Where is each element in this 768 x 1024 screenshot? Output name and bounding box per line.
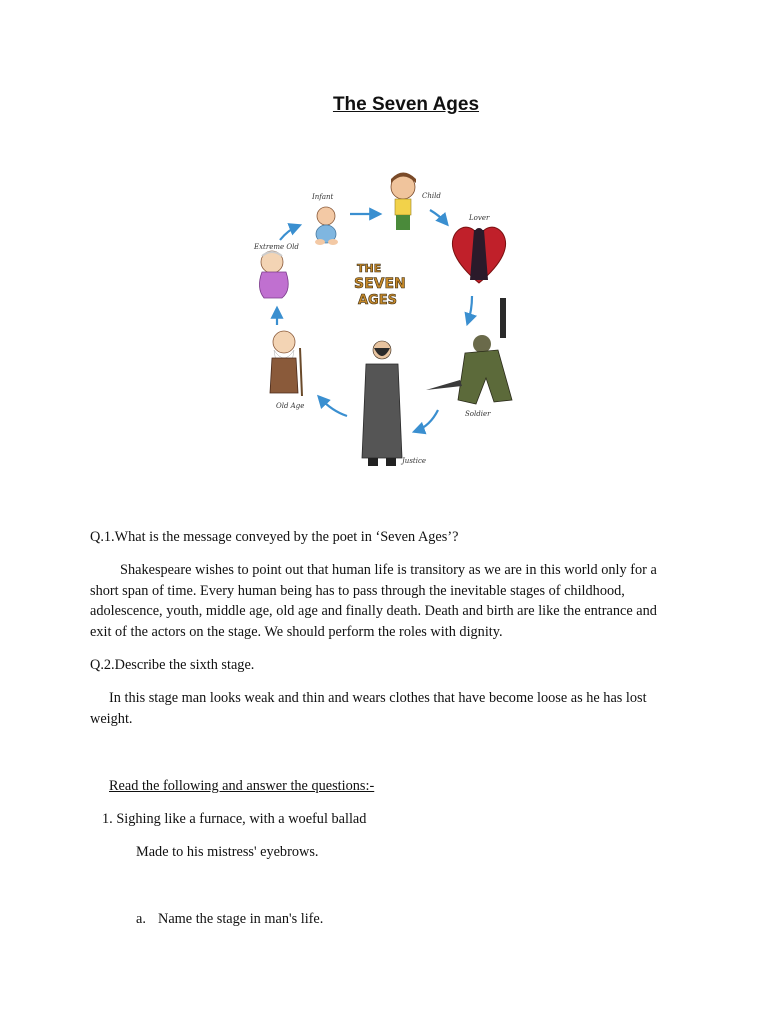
logo-line-3: AGES [358,293,397,308]
label-lover: Lover [469,214,490,222]
label-soldier: Soldier [465,410,491,418]
sub-question-text: Name the stage in man's life. [158,911,324,927]
answer-1: Shakespeare wishes to point out that human life is transitory as we are in this world only for a short span of time. Every human being has to pass through the inevitable stages of childhood, adolescence, youth, middle age, old age and finally death. Death and birth are like the entrance and exit of the actors on the stage. We should perform the roles with dignity. [90,562,657,640]
sub-question-label: a. [136,911,146,927]
seven-ages-diagram [250,168,520,473]
answer-2: In this stage man looks weak and thin and wears clothes that have become loose as he has lost weight. [90,690,647,727]
label-extreme-old: Extreme Old [254,243,299,251]
soldier-icon [426,298,512,404]
seven-ages-logo [354,262,406,308]
extract-line-1 [102,809,692,830]
infant-icon [315,207,338,245]
old-age-icon [270,331,302,396]
lover-heart-icon [452,227,505,283]
page-title: The Seven Ages [332,94,480,115]
label-justice: Justice [402,457,427,465]
extract-line-2: Made to his mistress' eyebrows. [136,844,319,860]
question-2: Q.2.Describe the sixth stage. [90,657,255,673]
child-icon [391,173,416,231]
extreme-old-icon [259,251,288,298]
label-child: Child [422,192,441,200]
sub-question-a [136,909,726,930]
label-infant: Infant [312,193,334,201]
question-1: Q.1.What is the message conveyed by the poet in ‘Seven Ages’? [90,529,459,545]
justice-icon [362,341,402,466]
extract-number: 1. [102,811,113,827]
label-old-age: Old Age [276,402,305,410]
logo-line-1: THE [357,262,382,275]
extract-instruction: Read the following and answer the questions:- [109,778,375,794]
logo-line-2: SEVEN [354,276,406,292]
extract-text-1: Sighing like a furnace, with a woeful ballad [116,811,367,827]
